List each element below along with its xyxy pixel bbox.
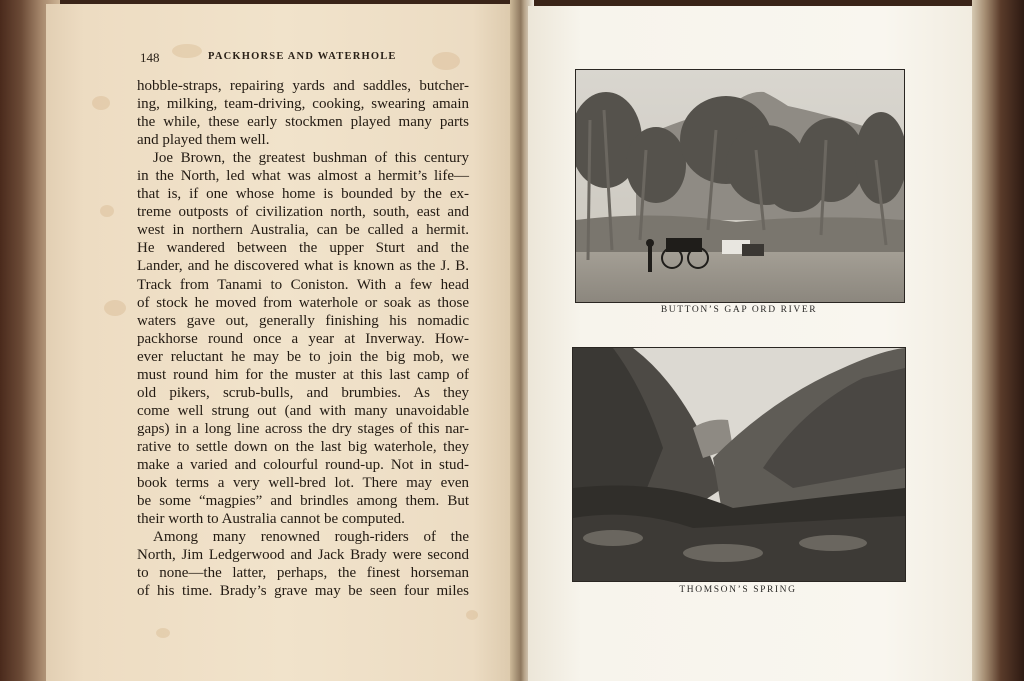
text-line: must round him for the muster at this last camp of (137, 366, 469, 383)
text-line: Joe Brown, the greatest bushman of this century (153, 150, 469, 167)
foxing-stain (100, 205, 114, 217)
running-head-title: PACKHORSE AND WATERHOLE (208, 51, 397, 62)
text-line: rative to settle down on the last big waterhole, they (137, 438, 469, 455)
foxing-stain (466, 610, 478, 620)
photo-image (573, 348, 905, 581)
text-line: and played them well. (137, 132, 270, 149)
text-line: treme outposts of civilization north, south, east and (137, 204, 469, 221)
book-edge-right (972, 0, 1024, 681)
foxing-stain (104, 300, 126, 316)
text-line: packhorse round once a year at Inverway. How- (137, 330, 469, 347)
photo-plate-thomsons-spring (572, 347, 906, 582)
text-line: of his time. Brady’s grave may be seen four miles (137, 583, 469, 600)
text-line: that is, if one whose home is bounded by the ex- (137, 186, 469, 203)
text-line: to none—the latter, perhaps, the finest horseman (137, 565, 469, 582)
text-line: old pikers, scrub-bulls, and brumbies. As they (137, 384, 469, 401)
foxing-stain (156, 628, 170, 638)
body-text (137, 77, 469, 600)
text-line: be some “magpies” and brindles among them. But (137, 493, 469, 510)
photo-plate-buttons-gap (575, 69, 905, 303)
foxing-stain (92, 96, 110, 110)
page-number: 148 (140, 50, 160, 65)
text-line: North, Jim Ledgerwood and Jack Brady were second (137, 547, 469, 564)
text-line: Track from Tanami to Coniston. With a few head (137, 276, 469, 293)
text-line: west in northern Australia, can be called a hermit. (137, 222, 469, 239)
text-line: in the North, led what was almost a hermit’s life— (137, 168, 469, 185)
photo-image (576, 70, 904, 302)
text-line: waters gave out, generally finishing his nomadic (137, 312, 469, 329)
text-line: gaps) in a long line across the dry stages of this nar- (137, 420, 469, 437)
text-line: of stock he moved from waterhole or soak as those (137, 294, 469, 311)
text-line: ever reluctant he may be to join the big mob, we (137, 348, 469, 365)
text-line: ing, milking, team-driving, cooking, swearing amain (137, 96, 469, 113)
plate-caption: BUTTON’S GAP ORD RIVER (660, 305, 818, 315)
plate-caption: THOMSON’S SPRING (679, 585, 797, 595)
running-head (140, 50, 472, 70)
text-line: their worth to Australia cannot be computed. (137, 511, 405, 528)
text-line: Among many renowned rough-riders of the (153, 529, 469, 546)
text-line: the while, these early stockmen played many parts (137, 114, 469, 131)
text-line: Lander, and he discovered what is known as the J. B. (137, 258, 469, 275)
text-line: hobble-straps, repairing yards and saddles, butcher- (137, 78, 469, 94)
text-line: book terms a very well-bred lot. There may even (137, 475, 469, 492)
text-line: make a varied and colourful round-up. Not in stud- (137, 456, 469, 473)
text-line: come well strung out (and with many unavoidable (137, 402, 469, 419)
text-line: He wandered between the upper Sturt and the (137, 240, 469, 257)
